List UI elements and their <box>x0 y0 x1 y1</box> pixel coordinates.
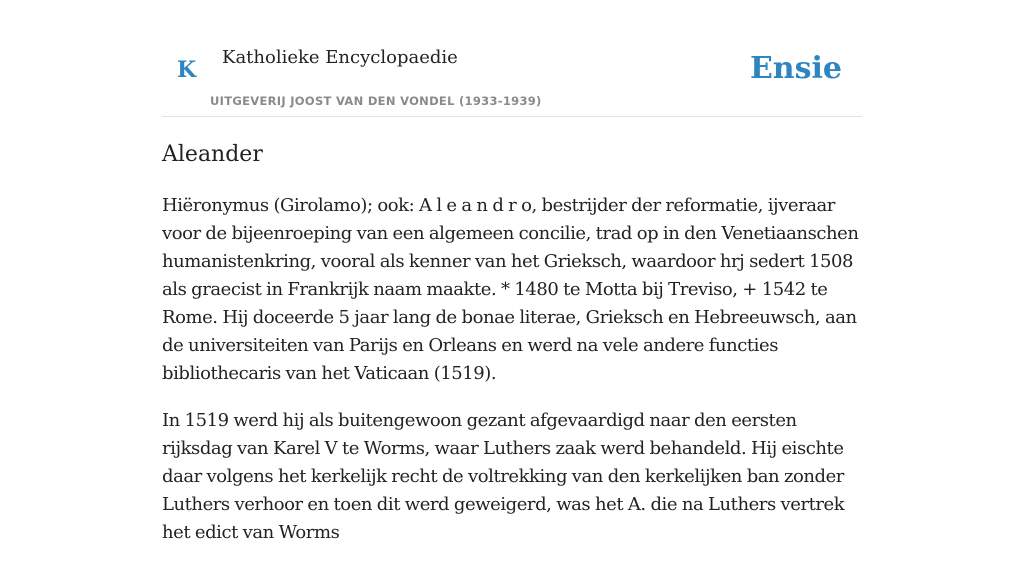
article-paragraph: In 1519 werd hij als buitengewoon gezant afgevaardigd naar den eersten rijksdag van Karel V te Worms, waar Luthers zaak werd behandeld. Hij eischte daar volgens het kerkelijk recht de voltrekking van den kerkelijken ban zonder Luthers verhoor en toen dit werd geweigerd, was het A. die na Luthers vertrek het edict van Worms <box>162 410 845 543</box>
article-body <box>162 192 862 566</box>
publisher-label: UITGEVERIJ JOOST VAN DEN VONDEL (1933-1939) <box>210 94 542 108</box>
site-header <box>162 0 862 117</box>
content-container <box>162 0 862 543</box>
publication-title[interactable]: Katholieke Encyclopaedie <box>222 47 458 68</box>
publication-logo[interactable]: K <box>177 57 197 83</box>
article-title: Aleander <box>162 142 263 167</box>
article-paragraph: Hiëronymus (Girolamo); ook: A l e a n d r o, bestrijder der reformatie, ijveraar voor de bijeenroeping van een algemeen concilie, trad op in den Venetiaanschen humanistenkring, vooral als kenner van het Grieksch, waardoor hrj sedert 1508 als graecist in Frankrijk naam maakte. * 1480 te Motta bij Treviso, + 1542 te Rome. Hij doceerde 5 jaar lang de bonae literae, Grieksch en Hebreeuwsch, aan de universiteiten van Parijs en Orleans en werd na vele andere functies bibliothecaris van het Vaticaan (1519). <box>162 195 859 384</box>
ensie-logo[interactable]: Ensie <box>749 51 842 86</box>
